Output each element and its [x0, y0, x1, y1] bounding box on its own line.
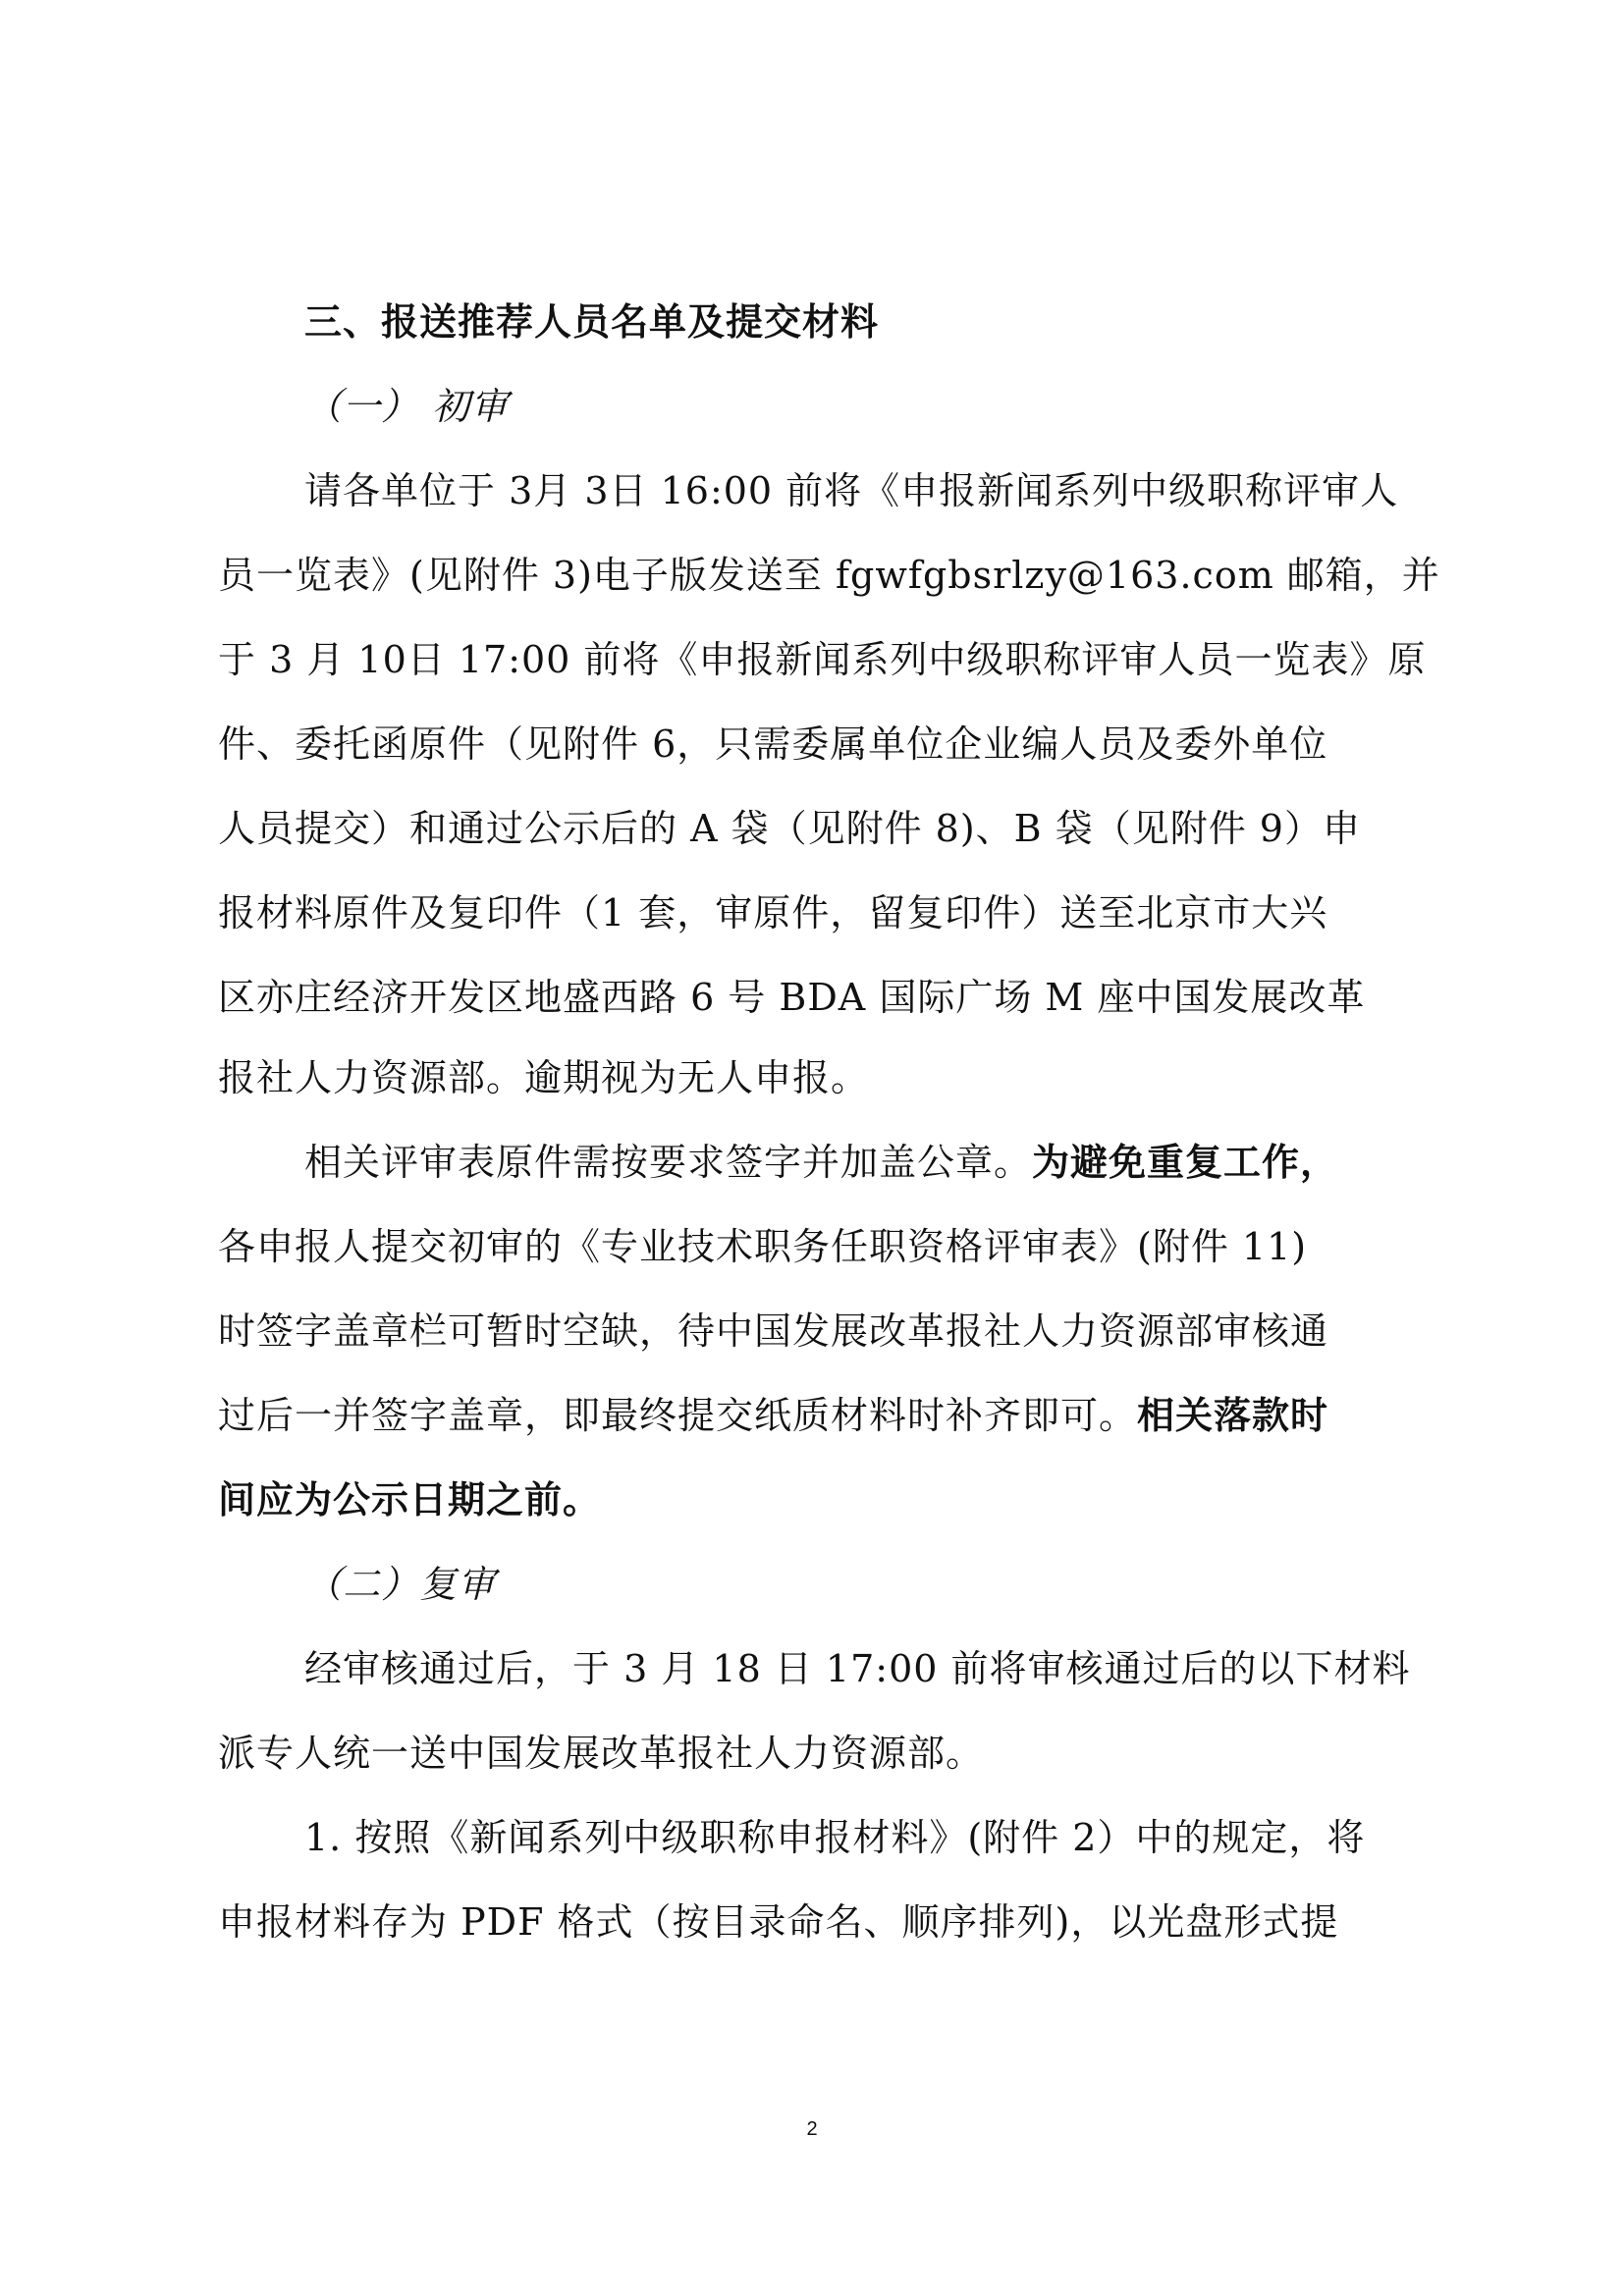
section-heading: 三、报送推荐人员名单及提交材料 [304, 300, 880, 344]
paragraph-line: 时签字盖章栏可暂时空缺，待中国发展改革报社人力资源部审核通 [218, 1309, 1329, 1353]
bold-emphasis-line: 间应为公示日期之前。 [218, 1478, 602, 1522]
list-item-line: 申报材料存为 PDF 格式（按目录命名、顺序排列)，以光盘形式提 [218, 1900, 1339, 1944]
bold-emphasis: 为避免重复工作， [1032, 1141, 1339, 1184]
paragraph-line [304, 1135, 1414, 1190]
paragraph-line: 派专人统一送中国发展改革报社人力资源部。 [218, 1732, 985, 1775]
paragraph-line: 经审核通过后，于 3 月 18 日 17:00 前将审核通过后的以下材料 [304, 1647, 1411, 1690]
normal-text: 过后一并签字盖章，即最终提交纸质材料时补齐即可。 [218, 1394, 1138, 1437]
normal-text: 相关评审表原件需按要求签字并加盖公章。 [304, 1141, 1033, 1184]
bold-emphasis: 相关落款时 [1137, 1394, 1329, 1437]
paragraph-line: 区亦庄经济开发区地盛西路 6 号 BDA 国际广场 M 座中国发展改革 [218, 976, 1366, 1019]
paragraph-line [218, 1388, 1416, 1443]
paragraph-line: 报材料原件及复印件（1 套，审原件，留复印件）送至北京市大兴 [218, 891, 1328, 934]
subsection-heading-initial-review: （一） 初审 [304, 385, 510, 428]
list-item-line: 1. 按照《新闻系列中级职称申报材料》(附件 2）中的规定，将 [304, 1816, 1366, 1859]
paragraph-line: 员一览表》(见附件 3)电子版发送至 fgwfgbsrlzy@163.com 邮箱，并 [218, 554, 1440, 597]
paragraph-line: 报社人力资源部。逾期视为无人申报。 [218, 1056, 870, 1099]
paragraph-line: 请各单位于 3月 3日 16:00 前将《申报新闻系列中级职称评审人 [304, 469, 1399, 512]
paragraph-line: 各申报人提交初审的《专业技术职务任职资格评审表》(附件 11) [218, 1225, 1308, 1268]
subsection-heading-re-review: （二）复审 [304, 1563, 497, 1606]
page-number: 2 [806, 2118, 818, 2140]
paragraph-line: 于 3 月 10日 17:00 前将《申报新闻系列中级职称评审人员一览表》原 [218, 638, 1427, 681]
paragraph-line: 件、委托函原件（见附件 6，只需委属单位企业编人员及委外单位 [218, 722, 1328, 766]
paragraph-line: 人员提交）和通过公示后的 A 袋（见附件 8)、B 袋（见附件 9）申 [218, 807, 1361, 850]
